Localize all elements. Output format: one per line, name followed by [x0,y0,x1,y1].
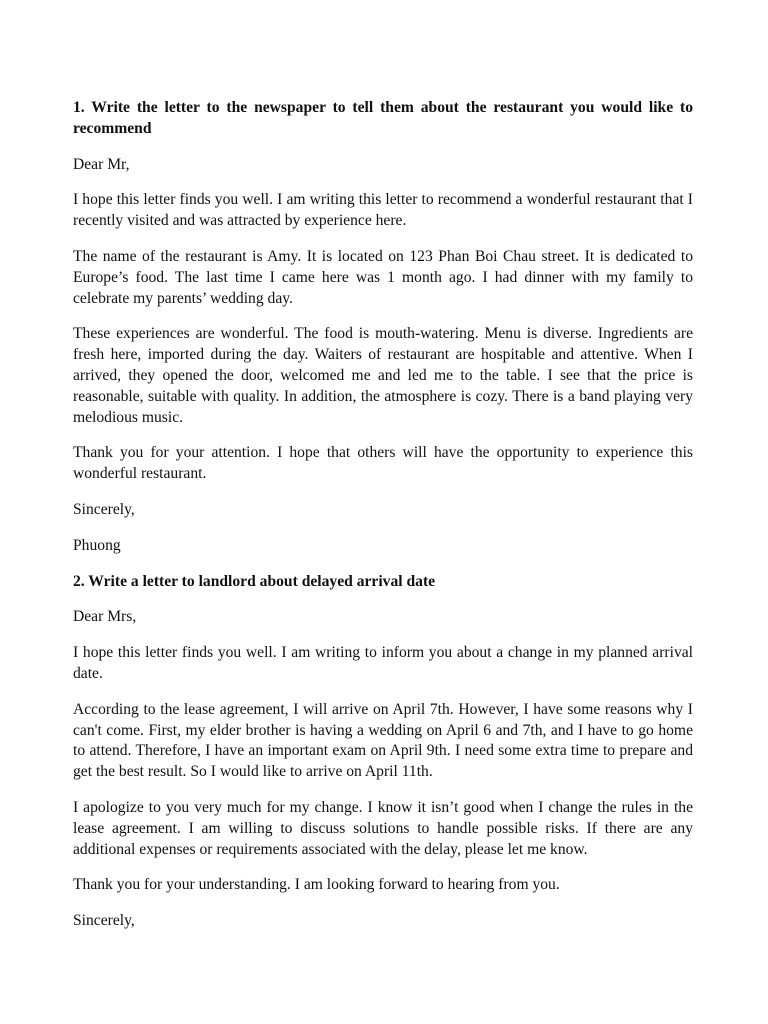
letter2-greeting: Dear Mrs, [73,608,137,626]
letter1-paragraph-4: Thank you for your attention. I hope that others will have the opportunity to experience this wonderful restaurant. [73,444,693,483]
letter2-paragraph-2: According to the lease agreement, I will arrive on April 7th. However, I have some reasons why I can't come. First, my elder brother is having a wedding on April 6 and 7th, and I have to go home to attend. Therefore, I have an important exam on April 9th. I need some extra time to prepare and get the best result. So I would like to arrive on April 11th. [73,700,693,781]
letter2-paragraph-1: I hope this letter finds you well. I am writing to inform you about a change in my planned arrival date. [73,644,693,682]
letter1-paragraph-2: The name of the restaurant is Amy. It is located on 123 Phan Boi Chau street. It is dedicated to Europe’s food. The last time I came here was 1 month ago. I had dinner with my family to celebrate my parents’ wedding day. [73,247,693,307]
letter2-paragraph-3: I apologize to you very much for my change. I know it isn’t good when I change the rules in the lease agreement. I am willing to discuss solutions to handle possible risks. If there are any additional expenses or requirements associated with the delay, please let me know. [73,798,693,858]
letter1-paragraph-1: I hope this letter finds you well. I am writing this letter to recommend a wonderful restaurant that I recently visited and was attracted by experience here. [73,191,693,230]
letter1-signature: Phuong [73,536,121,554]
letter2-closing: Sincerely, [73,912,135,930]
letter2-heading: 2. Write a letter to landlord about delayed arrival date [73,572,436,590]
letter1-greeting: Dear Mr, [73,155,130,173]
letter1-closing: Sincerely, [73,500,135,518]
document-page [73,98,693,947]
letter2-paragraph-4: Thank you for your understanding. I am looking forward to hearing from you. [73,876,560,894]
letter1-heading: 1. Write the letter to the newspaper to tell them about the restaurant you would like to recommend [73,99,693,137]
letter1-paragraph-3: These experiences are wonderful. The food is mouth-watering. Menu is diverse. Ingredients are fresh here, imported during the day. Waiters of restaurant are hospitable and attentive. When I arrived, they opened the door, welcomed me and led me to the table. I see that the price is reasonable, suitable with quality. In addition, the atmosphere is cozy. There is a band playing very melodious music. [73,325,693,426]
